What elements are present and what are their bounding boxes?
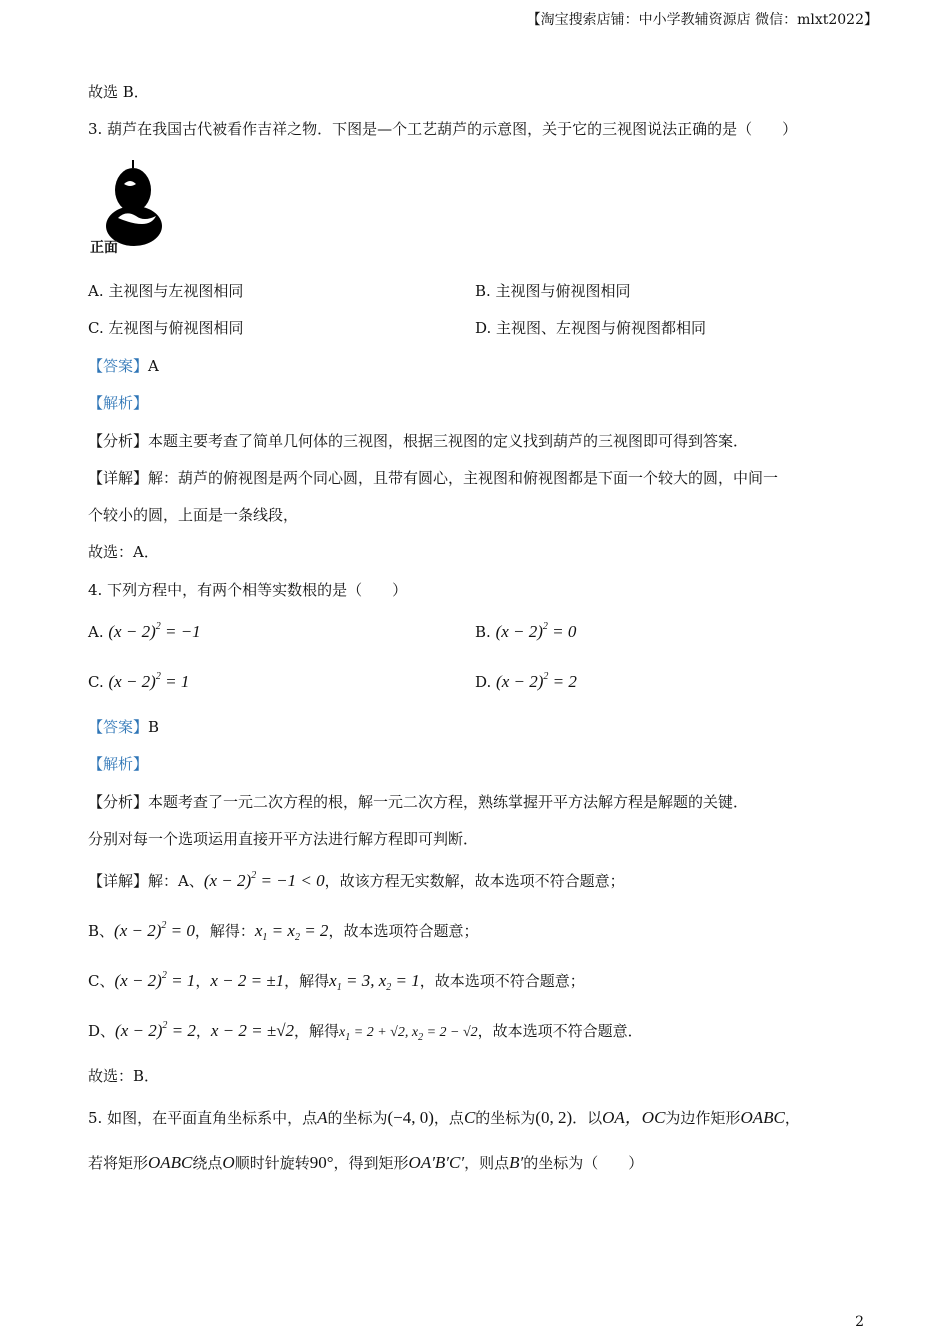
equation — [496, 622, 577, 641]
expr-rhs: = 0 — [552, 622, 577, 641]
equation — [108, 622, 200, 641]
question-4: 4. 下列方程中，有两个相等实数根的是（ ） — [88, 581, 408, 599]
analysis-tag: 【解析】 — [88, 755, 149, 773]
answer-tag: 【答案】 — [88, 357, 149, 375]
expr-base: (x − 2) — [496, 672, 544, 691]
expr-base: (x − 2) — [495, 622, 543, 641]
answer-line — [88, 356, 159, 376]
page-number: 2 — [855, 1314, 864, 1330]
answer-value: A — [148, 357, 159, 375]
exponent: 2 — [155, 671, 161, 682]
detail-text: 个较小的圆，上面是一条线段， — [88, 506, 299, 524]
expr-rhs: = 1 — [165, 672, 190, 691]
equation — [496, 672, 577, 691]
option-c: C. 左视图与俯视图相同 — [88, 319, 244, 337]
detail-text: 【详解】解：葫芦的俯视图是两个同心圆，且带有圆心，主视图和俯视图都是下面一个较大的圆，中间一 — [88, 469, 779, 487]
answer-tag: 【答案】 — [88, 718, 149, 736]
detail-text: ，故该方程无实数解，故本选项不符合题意； — [324, 872, 625, 890]
equation: x − 2 = ±1 — [210, 971, 285, 990]
analysis-text: 【分析】本题主要考查了简单几何体的三视图，根据三视图的定义找到葫芦的三视图即可得到答案． — [88, 432, 749, 450]
exponent: 2 — [542, 621, 548, 632]
expr-rhs: = −1 — [164, 622, 201, 641]
detail-line-c: C、$(x - 2)^2 = 1$，x − 2 = ±1，解得$x_1 = 3$, $x_2 = 1$，故本选项不符合题意； — [88, 970, 585, 993]
expr-base: (x − 2) — [108, 622, 156, 641]
answer-value: B — [148, 718, 160, 736]
equation: x − 2 = ±√2 — [210, 1021, 295, 1040]
detail-prefix: 【详解】解：A、 — [88, 872, 204, 890]
page-header: 【淘宝搜索店铺：中小学教辅资源店 微信：mlxt2022】 — [526, 12, 878, 28]
choice-line: 故选：B． — [88, 1067, 160, 1085]
option-d — [475, 672, 577, 692]
equation: $(x - 2)^2 = -1 < 0$ — [203, 870, 325, 890]
detail-line-b: B、$(x - 2)^2 = 0$，解得：$x_1 = x_2 = 2$，故本选项符合题意； — [88, 920, 479, 943]
option-label: A. — [88, 623, 104, 641]
option-a: A. 主视图与左视图相同 — [88, 282, 244, 300]
analysis-text: 【分析】本题考查了一元二次方程的根，解一元二次方程，熟练掌握开平方法解方程是解题的关键． — [88, 793, 749, 811]
equation: $(x - 2)^2 = 1$ — [114, 970, 196, 990]
question-5-line-2: 若将矩形OABC绕点O顺时针旋转90°，得到矩形OA′B′C′，则点B′的坐标为（ ） — [88, 1153, 644, 1172]
option-label: B. — [475, 623, 491, 641]
exponent: 2 — [543, 671, 549, 682]
detail-line-d: D、$(x - 2)^2 = 2$，x − 2 = ±√2，解得$x_1 = 2 + √2$, $x_2 = 2 - √2$，故本选项不符合题意． — [88, 1020, 643, 1043]
expr-base: (x − 2) — [108, 672, 156, 691]
front-view-label: 正面 — [90, 240, 118, 256]
option-a — [88, 622, 201, 642]
equation: $(x - 2)^2 = 2$ — [115, 1020, 196, 1040]
choice-line: 故选：A． — [88, 543, 159, 561]
solution: $x_1 = x_2 = 2$ — [254, 921, 329, 943]
equation — [109, 672, 190, 691]
option-c — [88, 672, 189, 692]
question-3: 3. 葫芦在我国古代被看作吉祥之物．下图是—个工艺葫芦的示意图，关于它的三视图说法正确的是（ ） — [88, 120, 798, 138]
analysis-tag: 【解析】 — [88, 394, 149, 412]
option-d: D. 主视图、左视图与俯视图都相同 — [475, 319, 707, 337]
question-5-line-1: 5. 如图，在平面直角坐标系中，点A的坐标为(−4, 0)，点C的坐标为(0, 2)．以OA，OC为边作矩形OABC， — [88, 1108, 800, 1127]
expr-rhs: = 2 — [552, 672, 577, 691]
option-b: B. 主视图与俯视图相同 — [475, 282, 631, 300]
answer-line — [88, 717, 159, 737]
equation: $(x - 2)^2 = 0$ — [114, 920, 195, 940]
option-label: D. — [475, 673, 492, 691]
detail-line-a — [88, 871, 625, 891]
option-b — [475, 622, 576, 642]
option-label: C. — [88, 673, 104, 691]
analysis-text: 分别对每一个选项运用直接开平方法进行解方程即可判断． — [88, 830, 479, 848]
exponent: 2 — [155, 621, 161, 632]
solution: $x_1 = 3$, $x_2 = 1$ — [329, 971, 420, 993]
solution: $x_1 = 2 + √2$, $x_2 = 2 - √2$ — [339, 1025, 478, 1043]
text-line: 故选 B． — [88, 83, 149, 101]
